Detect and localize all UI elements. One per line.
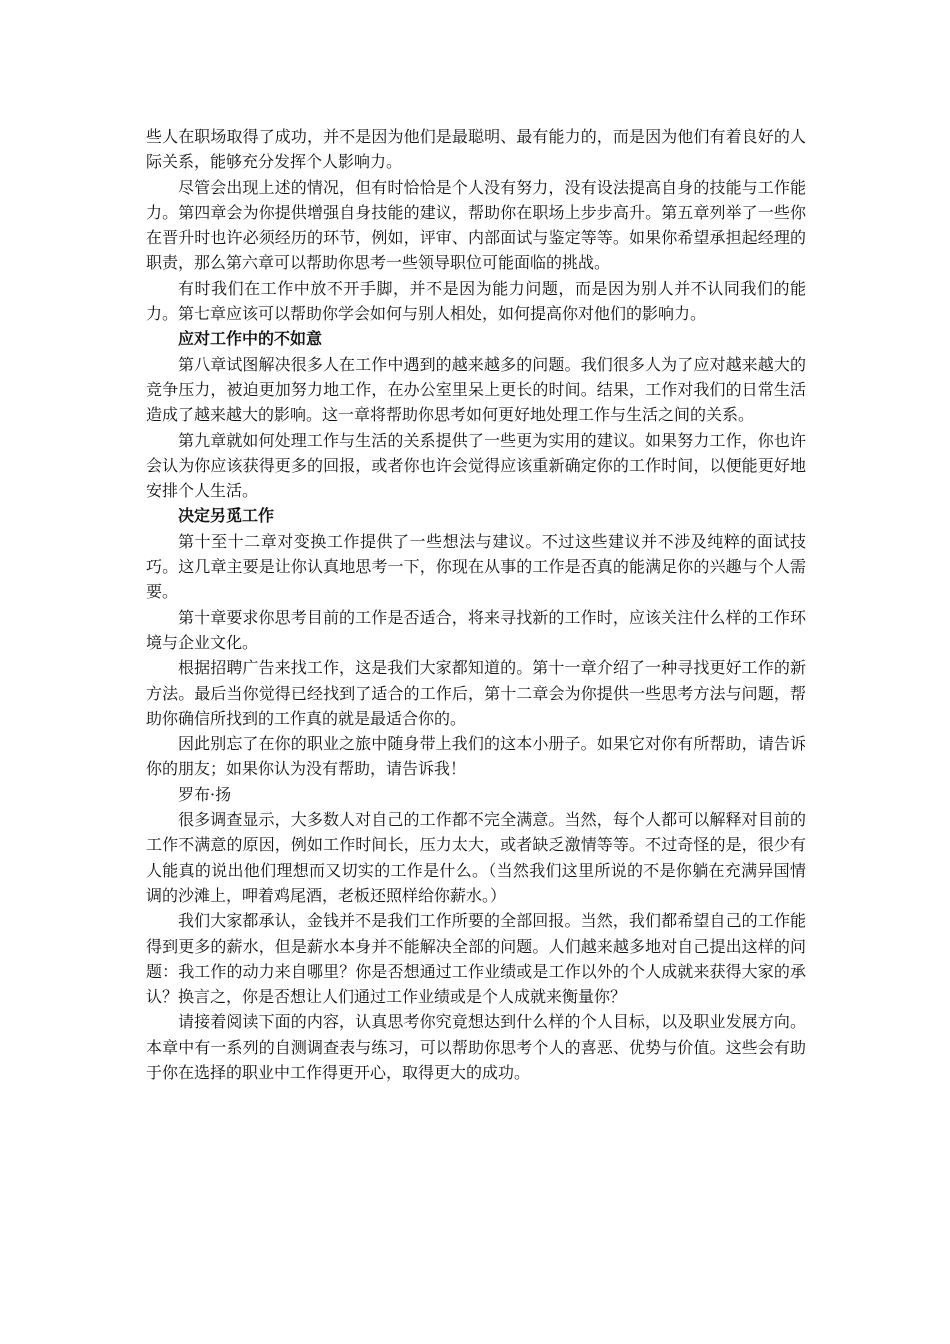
- paragraph-read-on: 请接着阅读下面的内容，认真思考你究竟想达到什么样的个人目标，以及职业发展方向。本章中有一系列的自测调查表与练习，可以帮助你思考个人的喜恶、优势与价值。这些会有助于你在选择的职业中工作得更开心，取得更大的成功。: [146, 1012, 806, 1082]
- paragraph-skills: 尽管会出现上述的情况，但有时恰恰是个人没有努力，没有设法提高自身的技能与工作能力。第四章会为你提供增强自身技能的建议，帮助你在职场上步步高升。第五章列举了一些你在晋升时也许必须经历的环节，例如，评审、内部面试与鉴定等等。如果你希望承担起经理的职责，那么第六章可以帮助你思考一些领导职位可能面临的挑战。: [146, 177, 806, 273]
- paragraph-chapter-ten: 第十章要求你思考目前的工作是否适合，将来寻找新的工作时，应该关注什么样的工作环境与企业文化。: [146, 607, 806, 652]
- section-heading-new-job: 决定另觅工作: [178, 506, 275, 526]
- author-signature: 罗布·扬: [178, 784, 232, 804]
- document-page: [146, 124, 806, 1085]
- section-heading-setbacks: 应对工作中的不如意: [178, 329, 323, 349]
- paragraph-intro-continued: 些人在职场取得了成功，并不是因为他们是最聪明、最有能力的，而是因为他们有着良好的人际关系，能够充分发挥个人影响力。: [146, 127, 806, 172]
- paragraph-closing: 因此别忘了在你的职业之旅中随身带上我们的这本小册子。如果它对你有所帮助，请告诉你的朋友；如果你认为没有帮助，请告诉我！: [146, 734, 806, 779]
- paragraph-chapter-eleven: 根据招聘广告来找工作，这是我们大家都知道的。第十一章介绍了一种寻找更好工作的新方法。最后当你觉得已经找到了适合的工作后，第十二章会为你提供一些思考方法与问题，帮助你确信所找到的工作真的就是最适合你的。: [146, 658, 806, 728]
- paragraph-chapters-ten-twelve: 第十至十二章对变换工作提供了一些想法与建议。不过这些建议并不涉及纯粹的面试技巧。这几章主要是让你认真地思考一下，你现在从事的工作是否真的能满足你的兴趣与个人需要。: [146, 531, 806, 602]
- paragraph-influence: 有时我们在工作中放不开手脚，并不是因为能力问题，而是因为别人并不认同我们的能力。第七章应该可以帮助你学会如何与别人相处，如何提高你对他们的影响力。: [146, 278, 806, 324]
- paragraph-surveys: 很多调查显示，大多数人对自己的工作都不完全满意。当然，每个人都可以解释对目前的工作不满意的原因，例如工作时间长，压力太大，或者缺乏激情等等。不过奇怪的是，很少有人能真的说出他们理想而又切实的工作是什么。（当然我们这里所说的不是你躺在充满异国情调的沙滩上，呷着鸡尾酒，老板还照样给你薪水。）: [146, 810, 806, 905]
- paragraph-money: 我们大家都承认，金钱并不是我们工作所要的全部回报。当然，我们都希望自己的工作能得到更多的薪水，但是薪水本身并不能解决全部的问题。人们越来越多地对自己提出这样的问题：我工作的动力来自哪里？你是否想通过工作业绩或是工作以外的个人成就来获得大家的承认？换言之，你是否想让人们通过工作业绩或是个人成就来衡量你？: [146, 911, 806, 1007]
- paragraph-chapter-eight: 第八章试图解决很多人在工作中遇到的越来越多的问题。我们很多人为了应对越来越大的竞争压力，被迫更加努力地工作，在办公室里呆上更长的时间。结果，工作对我们的日常生活造成了越来越大的影响。这一章将帮助你思考如何更好地处理工作与生活之间的关系。: [146, 354, 806, 425]
- paragraph-chapter-nine: 第九章就如何处理工作与生活的关系提供了一些更为实用的建议。如果努力工作，你也许会认为你应该获得更多的回报，或者你也许会觉得应该重新确定你的工作时间，以便能更好地安排个人生活。: [146, 430, 806, 501]
